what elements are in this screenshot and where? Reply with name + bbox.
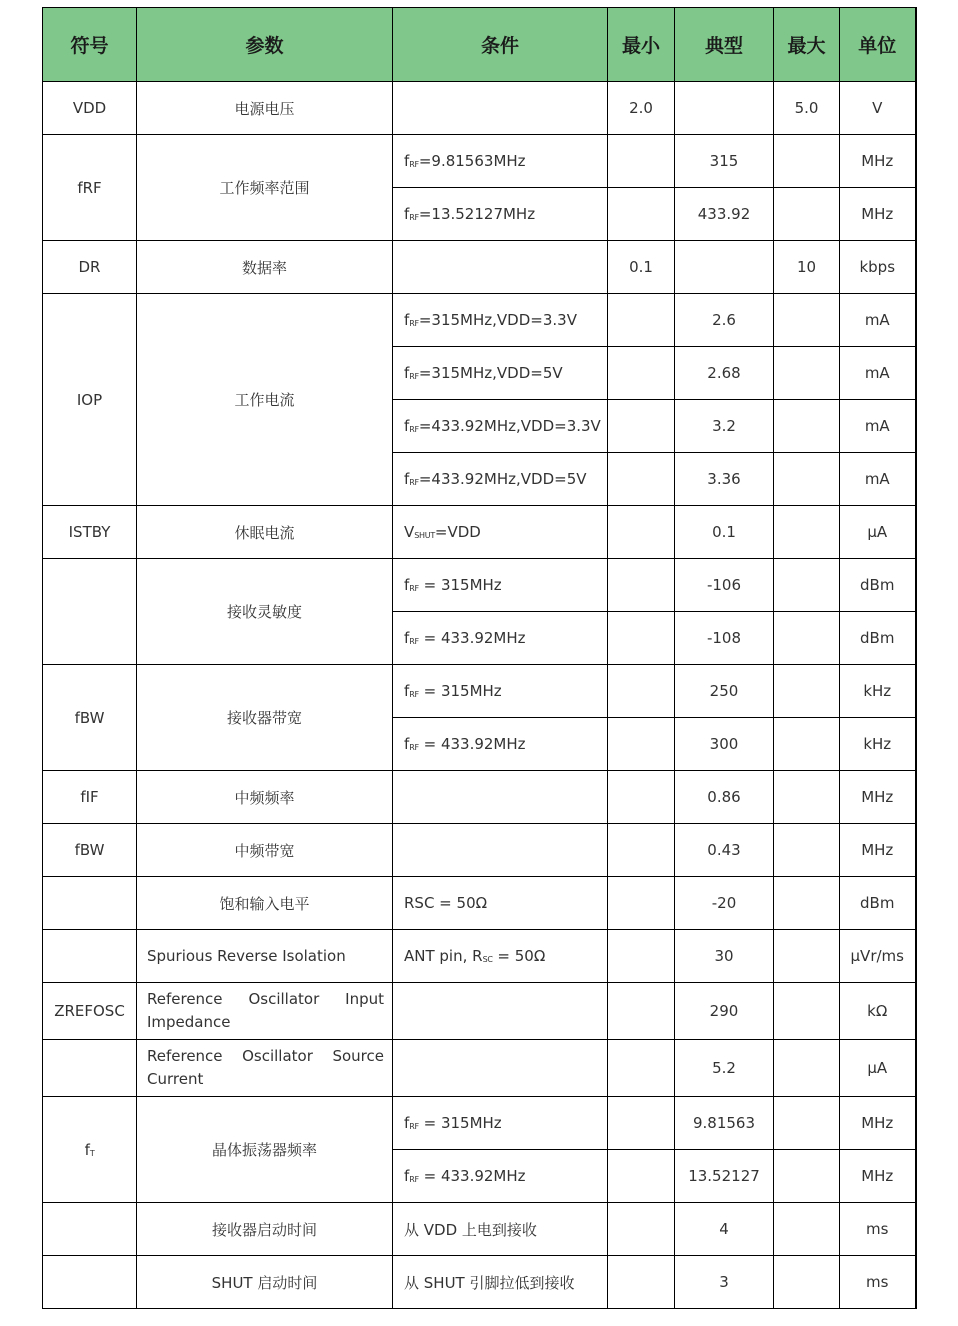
condition-subscript: SHUT [414,531,435,540]
condition-subscript: SC [482,955,493,964]
min-cell [608,400,675,453]
table-row [43,983,916,1040]
typ-cell: 290 [675,983,774,1040]
condition-subscript: RF [409,690,419,699]
condition-cell [393,612,608,665]
typ-cell: 2.6 [675,294,774,347]
min-cell [608,930,675,983]
condition-cell [393,1097,608,1150]
parameter-cell: 中频频率 [137,771,393,824]
condition-text: 从 SHUT 引脚拉低到接收 [404,1273,575,1292]
condition-cell [393,877,608,930]
condition-text-rest: = 433.92MHz [418,735,526,753]
condition-text-rest: = 433.92MHz [418,1167,526,1185]
condition-subscript: RF [409,743,419,752]
typ-cell: -20 [675,877,774,930]
condition-text-rest: =315MHz,VDD=3.3V [418,311,577,329]
min-cell [608,294,675,347]
condition-text: f [404,682,410,700]
condition-cell [393,135,608,188]
symbol-subscript: T [89,1148,95,1158]
condition-text-rest: = 315MHz [418,576,502,594]
parameter-cell: 数据率 [137,241,393,294]
symbol-cell [43,1040,137,1097]
unit-cell: V [840,82,916,135]
parameter-cell: Reference Oscillator Source Current [137,1040,393,1097]
condition-text-rest: =VDD [434,523,481,541]
condition-cell [393,1256,608,1309]
min-cell [608,506,675,559]
condition-subscript: RF [409,637,419,646]
condition-subscript: RF [409,319,419,328]
condition-text: f [404,1114,410,1132]
parameter-cell: 接收器带宽 [137,665,393,771]
typ-cell: 3.36 [675,453,774,506]
table-row [43,559,916,612]
header-min: 最小 [608,8,675,82]
parameter-cell: 中频带宽 [137,824,393,877]
max-cell [774,135,840,188]
unit-cell: MHz [840,771,916,824]
min-cell [608,1040,675,1097]
condition-text: f [404,417,410,435]
min-cell [608,824,675,877]
unit-cell: ms [840,1256,916,1309]
unit-cell: kHz [840,718,916,771]
max-cell [774,718,840,771]
header-max: 最大 [774,8,840,82]
header-parameter: 参数 [137,8,393,82]
condition-text: f [404,364,410,382]
condition-subscript: RF [409,213,419,222]
condition-cell [393,1203,608,1256]
table-row [43,1040,916,1097]
condition-cell [393,665,608,718]
condition-cell [393,824,608,877]
condition-text-rest: =9.81563MHz [418,152,526,170]
min-cell: 2.0 [608,82,675,135]
max-cell [774,612,840,665]
min-cell [608,1097,675,1150]
unit-cell: mA [840,347,916,400]
min-cell [608,188,675,241]
min-cell [608,771,675,824]
max-cell [774,559,840,612]
header-typ: 典型 [675,8,774,82]
parameter-cell: 工作频率范围 [137,135,393,241]
condition-text-rest: = 50Ω [492,947,546,965]
symbol-cell: VDD [43,82,137,135]
table-row [43,877,916,930]
condition-text-rest: =433.92MHz,VDD=5V [418,470,587,488]
typ-cell: 30 [675,930,774,983]
max-cell [774,453,840,506]
unit-cell: µA [840,1040,916,1097]
symbol-cell [43,930,137,983]
parameter-cell: 工作电流 [137,294,393,506]
symbol-text: f [84,1140,90,1159]
max-cell [774,665,840,718]
typ-cell: 433.92 [675,188,774,241]
max-cell [774,1097,840,1150]
parameter-cell: 接收器启动时间 [137,1203,393,1256]
condition-text: f [404,576,410,594]
table-row [43,665,916,718]
typ-cell [675,241,774,294]
unit-cell: MHz [840,1150,916,1203]
condition-text-rest: = 433.92MHz [418,629,526,647]
typ-cell: -106 [675,559,774,612]
unit-cell: MHz [840,188,916,241]
max-cell [774,506,840,559]
condition-text: ANT pin, R [404,947,483,965]
symbol-cell: ZREFOSC [43,983,137,1040]
max-cell [774,771,840,824]
unit-cell: MHz [840,1097,916,1150]
max-cell [774,1040,840,1097]
min-cell [608,983,675,1040]
symbol-cell: fBW [43,665,137,771]
min-cell [608,612,675,665]
max-cell [774,930,840,983]
unit-cell: dBm [840,559,916,612]
condition-cell [393,983,608,1040]
max-cell [774,188,840,241]
unit-cell: mA [840,400,916,453]
condition-subscript: RF [409,478,419,487]
typ-cell: 250 [675,665,774,718]
table-body [43,82,916,1309]
condition-subscript: RF [409,425,419,434]
unit-cell: dBm [840,877,916,930]
min-cell: 0.1 [608,241,675,294]
condition-cell [393,718,608,771]
table-row [43,824,916,877]
max-cell [774,983,840,1040]
specs-table [42,7,917,1309]
condition-text: f [404,1167,410,1185]
min-cell [608,665,675,718]
parameter-cell: Spurious Reverse Isolation [137,930,393,983]
table-row [43,1256,916,1309]
unit-cell: ms [840,1203,916,1256]
typ-cell: 13.52127 [675,1150,774,1203]
typ-cell: 0.43 [675,824,774,877]
table-row [43,506,916,559]
typ-cell: 315 [675,135,774,188]
table-row [43,771,916,824]
condition-text: f [404,152,410,170]
table-row [43,135,916,188]
parameter-cell: 接收灵敏度 [137,559,393,665]
condition-cell [393,188,608,241]
unit-cell: kbps [840,241,916,294]
max-cell: 10 [774,241,840,294]
typ-cell: 2.68 [675,347,774,400]
unit-cell: MHz [840,824,916,877]
table-row [43,930,916,983]
condition-text-rest: =13.52127MHz [418,205,536,223]
min-cell [608,877,675,930]
condition-subscript: RF [409,584,419,593]
condition-text: f [404,629,410,647]
condition-cell [393,453,608,506]
parameter-cell: Reference Oscillator Input Impedance [137,983,393,1040]
parameter-cell: 晶体振荡器频率 [137,1097,393,1203]
max-cell [774,1150,840,1203]
condition-text: f [404,470,410,488]
max-cell [774,1256,840,1309]
parameter-cell: 饱和输入电平 [137,877,393,930]
condition-cell [393,771,608,824]
symbol-cell [43,1256,137,1309]
condition-text: V [404,523,415,541]
symbol-cell [43,877,137,930]
max-cell [774,400,840,453]
max-cell: 5.0 [774,82,840,135]
symbol-cell [43,1203,137,1256]
typ-cell: 9.81563 [675,1097,774,1150]
min-cell [608,135,675,188]
condition-text: f [404,735,410,753]
header-condition: 条件 [393,8,608,82]
condition-subscript: RF [409,160,419,169]
condition-subscript: RF [409,372,419,381]
unit-cell: MHz [840,135,916,188]
max-cell [774,347,840,400]
max-cell [774,824,840,877]
typ-cell: -108 [675,612,774,665]
parameter-cell: 休眠电流 [137,506,393,559]
typ-cell: 4 [675,1203,774,1256]
min-cell [608,559,675,612]
typ-cell: 3 [675,1256,774,1309]
parameter-cell: 电源电压 [137,82,393,135]
condition-text-rest: =433.92MHz,VDD=3.3V [418,417,601,435]
condition-cell [393,930,608,983]
min-cell [608,1203,675,1256]
condition-text-rest: = 315MHz [418,1114,502,1132]
typ-cell: 3.2 [675,400,774,453]
unit-cell: mA [840,453,916,506]
symbol-cell: DR [43,241,137,294]
condition-text-rest: =315MHz,VDD=5V [418,364,563,382]
header-symbol: 符号 [43,8,137,82]
unit-cell: kHz [840,665,916,718]
condition-cell [393,294,608,347]
unit-cell: dBm [840,612,916,665]
parameter-cell: SHUT 启动时间 [137,1256,393,1309]
symbol-cell: IOP [43,294,137,506]
condition-subscript: RF [409,1122,419,1131]
condition-text: RSC = 50Ω [404,894,488,912]
unit-cell: kΩ [840,983,916,1040]
condition-text: f [404,311,410,329]
condition-cell [393,559,608,612]
min-cell [608,347,675,400]
symbol-cell [43,1097,137,1203]
condition-subscript: RF [409,1175,419,1184]
condition-cell [393,82,608,135]
unit-cell: µA [840,506,916,559]
condition-text-rest: = 315MHz [418,682,502,700]
condition-cell [393,347,608,400]
min-cell [608,1150,675,1203]
symbol-cell: ISTBY [43,506,137,559]
symbol-cell: fIF [43,771,137,824]
table-row [43,1097,916,1150]
table-row [43,1203,916,1256]
symbol-cell [43,559,137,665]
min-cell [608,1256,675,1309]
condition-cell [393,1150,608,1203]
condition-cell [393,241,608,294]
condition-text: 从 VDD 上电到接收 [404,1220,537,1239]
table-row [43,82,916,135]
condition-cell [393,506,608,559]
condition-cell [393,400,608,453]
condition-text: f [404,205,410,223]
header-unit: 单位 [840,8,916,82]
typ-cell: 0.1 [675,506,774,559]
max-cell [774,294,840,347]
max-cell [774,1203,840,1256]
min-cell [608,453,675,506]
typ-cell: 5.2 [675,1040,774,1097]
min-cell [608,718,675,771]
unit-cell: µVr/ms [840,930,916,983]
typ-cell: 0.86 [675,771,774,824]
typ-cell [675,82,774,135]
symbol-cell: fBW [43,824,137,877]
typ-cell: 300 [675,718,774,771]
symbol-cell: fRF [43,135,137,241]
table-row [43,294,916,347]
unit-cell: mA [840,294,916,347]
header-row [43,8,916,82]
table-row [43,241,916,294]
condition-cell [393,1040,608,1097]
max-cell [774,877,840,930]
